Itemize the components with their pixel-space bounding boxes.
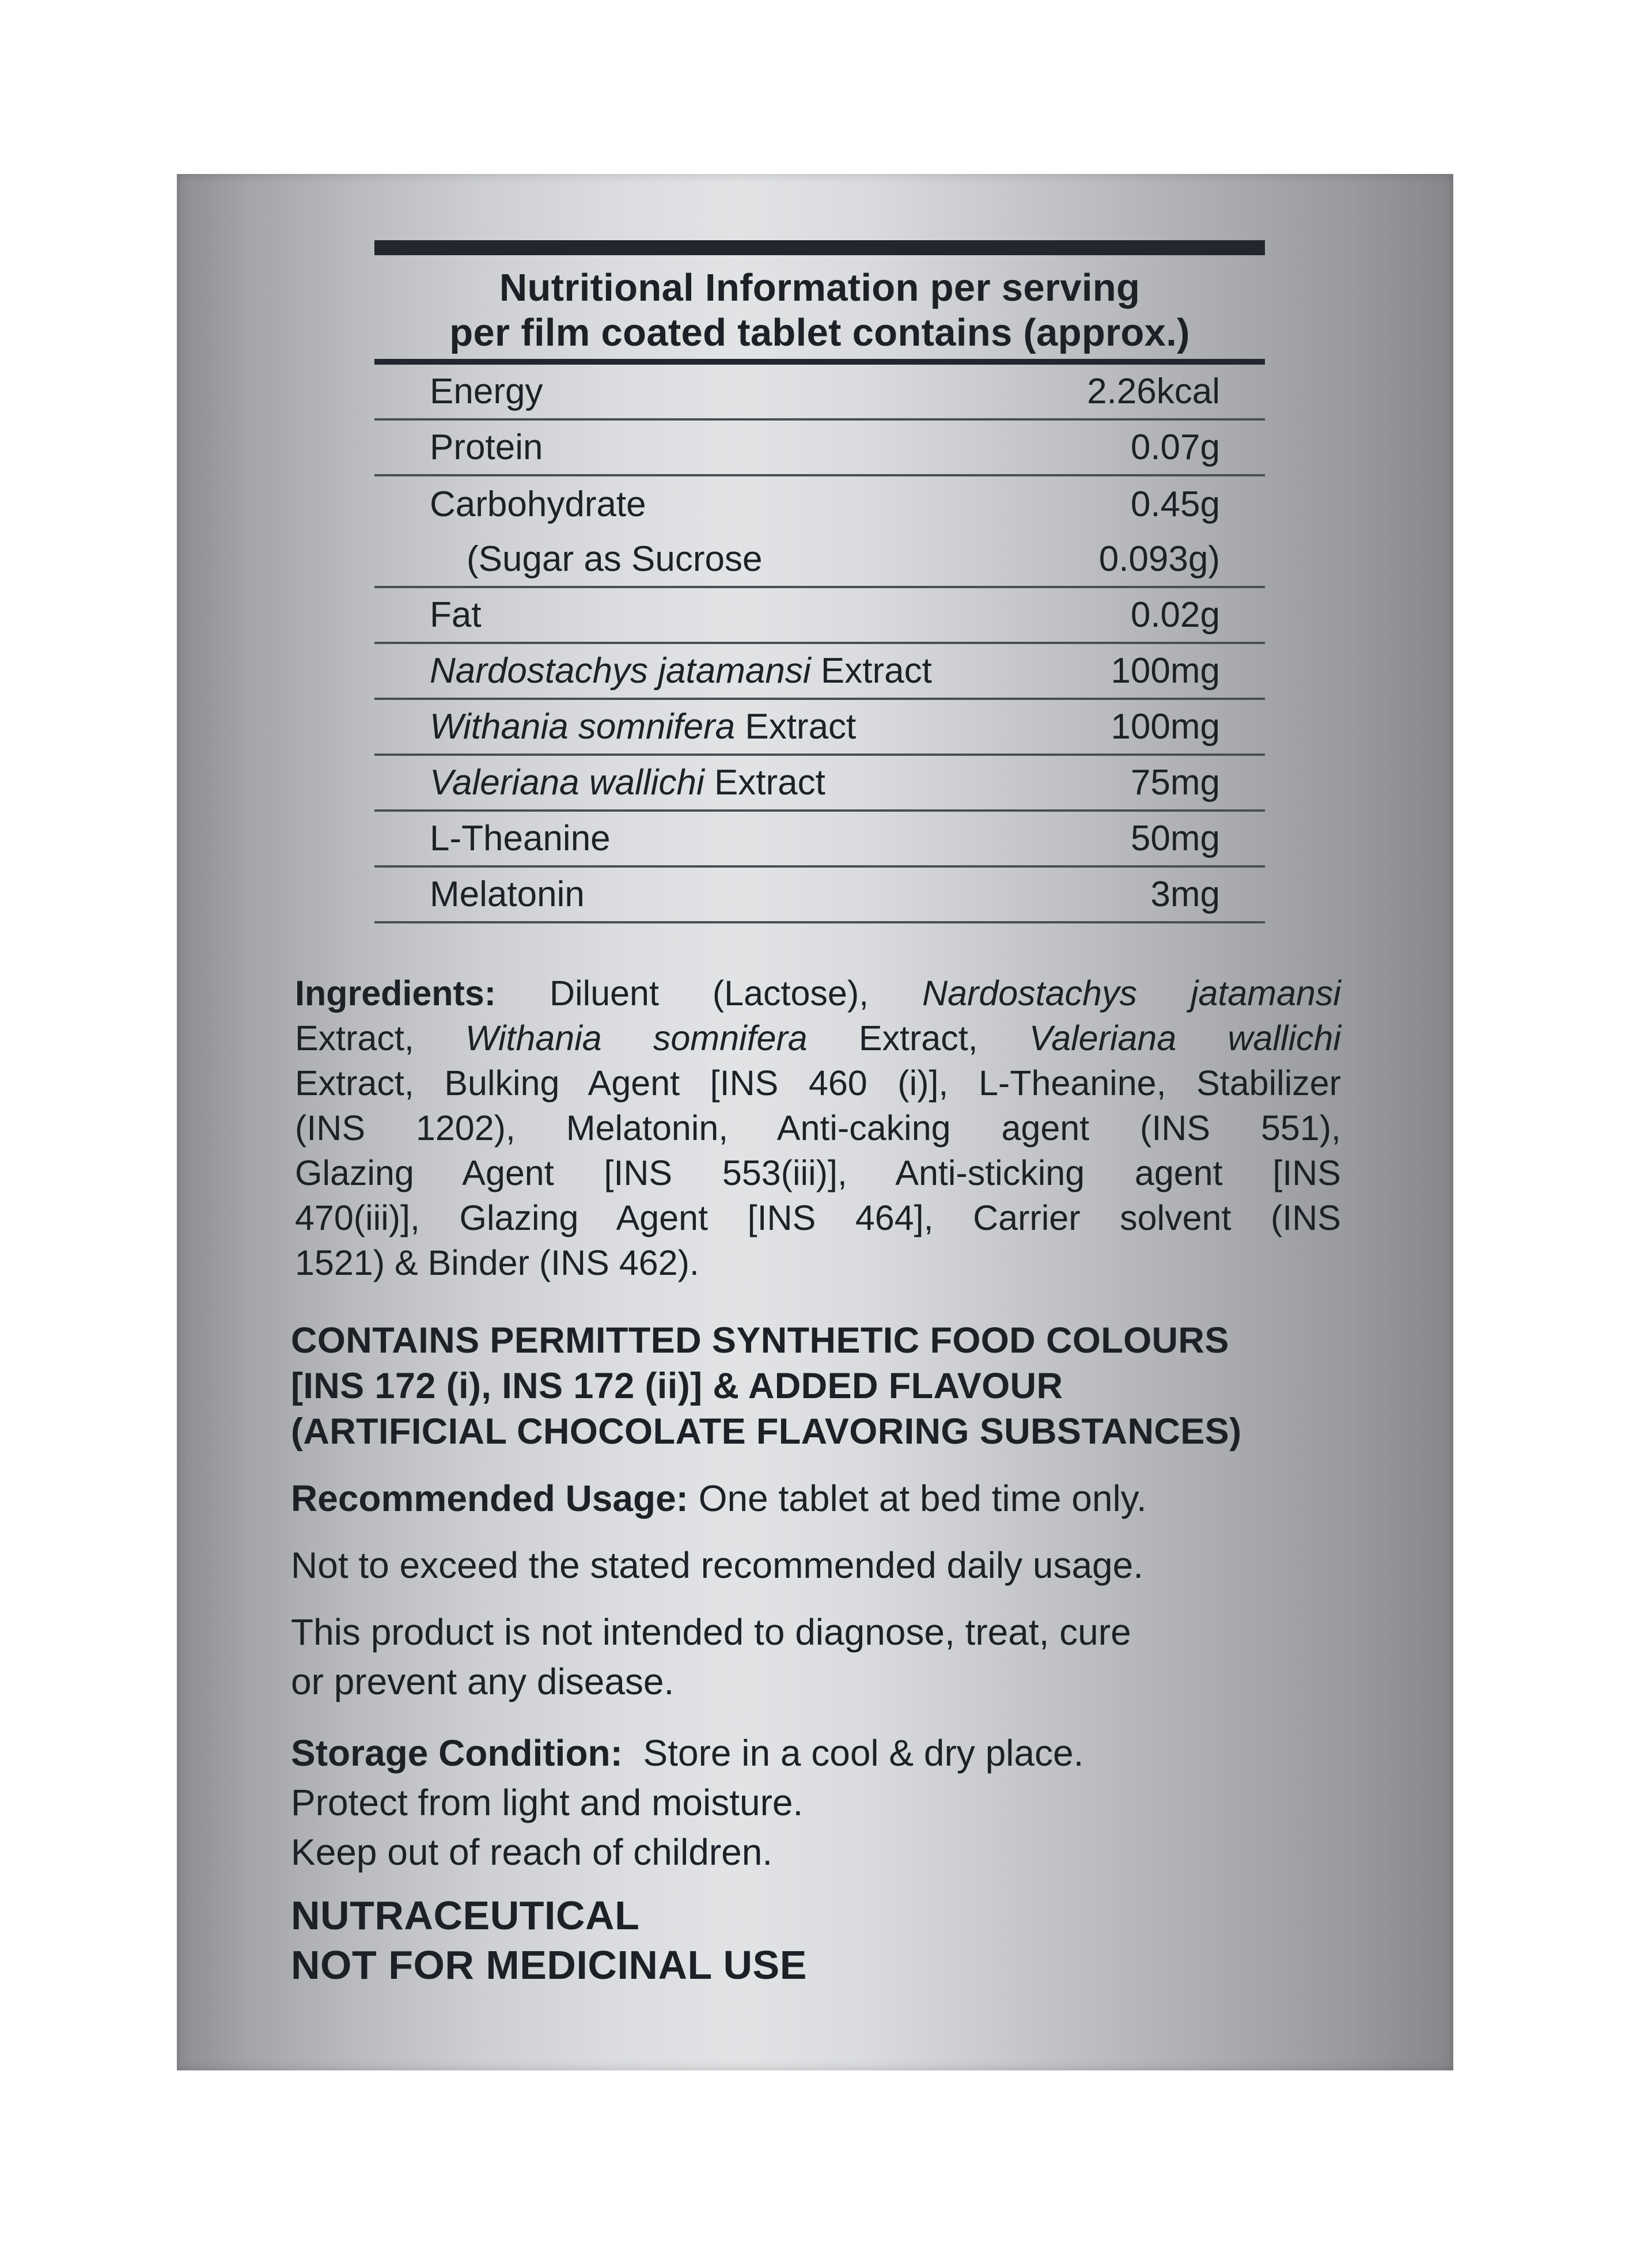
usage-warning: Not to exceed the stated recommended daily usage.	[291, 1544, 1143, 1586]
name-suffix: Extract	[735, 707, 857, 747]
ingredients-line: Extract, Bulking Agent [INS 460 (i)], L-Theanine, Stabilizer	[295, 1063, 1341, 1103]
nutrient-value: 0.45g	[1130, 484, 1220, 524]
disclaimer-line: This product is not intended to diagnose, treat, cure	[291, 1611, 1131, 1653]
recommended-usage	[291, 1474, 1344, 1523]
nutrition-heading-line2: per film coated tablet contains (approx.)	[449, 311, 1190, 354]
storage-text: Store in a cool & dry place.	[622, 1732, 1084, 1774]
nutrition-row-withania	[374, 700, 1265, 756]
colours-notice-line: CONTAINS PERMITTED SYNTHETIC FOOD COLOURS	[291, 1320, 1229, 1361]
nutrient-name: Energy	[430, 372, 543, 411]
nutrient-name	[430, 650, 932, 691]
nutrition-heading	[374, 255, 1265, 359]
nutrient-value: 0.07g	[1130, 427, 1220, 467]
nutrient-name: Carbohydrate	[430, 484, 646, 524]
usage-label: Recommended Usage:	[291, 1478, 688, 1519]
scientific-name: Withania somnifera	[430, 707, 736, 747]
ingredients-label: Ingredients:	[295, 974, 497, 1013]
nutrition-row-melatonin	[374, 868, 1265, 923]
name-suffix: Extract	[704, 763, 825, 802]
ingredients-line	[295, 1016, 1341, 1061]
nutrition-row-valeriana	[374, 756, 1265, 812]
name-suffix: Extract	[810, 651, 932, 691]
ingredients-sci: Withania somnifera	[465, 1018, 808, 1058]
nutrient-name: Protein	[430, 427, 543, 467]
colours-notice	[291, 1318, 1344, 1455]
nutrient-name: L-Theanine	[430, 819, 611, 858]
footer-line: NOT FOR MEDICINAL USE	[291, 1943, 807, 1987]
nutrient-name	[430, 762, 825, 803]
ingredients-text: Extract,	[807, 1018, 1029, 1058]
nutrient-name: Fat	[430, 595, 482, 635]
nutrition-row-l-theanine	[374, 812, 1265, 868]
nutrition-heading-line1: Nutritional Information per serving	[499, 266, 1141, 309]
footer-line: NUTRACEUTICAL	[291, 1893, 640, 1938]
storage-label: Storage Condition:	[291, 1732, 623, 1774]
nutrient-value: 0.093g)	[1098, 539, 1220, 579]
storage-condition	[291, 1728, 1344, 1877]
nutrition-table	[374, 240, 1265, 923]
nutrition-row-energy	[374, 365, 1265, 421]
nutrient-name	[430, 706, 856, 747]
nutrient-value: 50mg	[1130, 819, 1220, 858]
storage-line	[291, 1728, 1344, 1778]
ingredients-line: 470(iii)], Glazing Agent [INS 464], Carrier solvent (INS	[295, 1198, 1341, 1237]
nutraceutical-footer	[291, 1891, 1344, 1990]
ingredients-block	[295, 971, 1341, 1285]
nutrition-top-rule	[374, 240, 1265, 255]
ingredients-line	[295, 971, 1341, 1016]
nutrition-row-protein	[374, 421, 1265, 476]
nutrient-value: 100mg	[1111, 651, 1220, 691]
nutrient-value: 75mg	[1130, 763, 1220, 802]
scientific-name: Valeriana wallichi	[430, 763, 704, 802]
ingredients-sci: Valeriana wallichi	[1029, 1018, 1342, 1058]
nutrient-value: 0.02g	[1130, 595, 1220, 635]
ingredients-line: (INS 1202), Melatonin, Anti-caking agent (INS 551),	[295, 1108, 1341, 1148]
nutrient-value: 2.26kcal	[1087, 372, 1220, 411]
nutrient-name: (Sugar as Sucrose	[467, 539, 763, 579]
ingredients-text: Extract,	[295, 1018, 465, 1058]
ingredients-line: 1521) & Binder (INS 462).	[295, 1243, 699, 1282]
nutrient-name: Melatonin	[430, 874, 585, 914]
usage-text: One tablet at bed time only.	[688, 1478, 1147, 1519]
storage-line: Keep out of reach of children.	[291, 1831, 773, 1873]
colours-notice-line: [INS 172 (i), INS 172 (ii)] & ADDED FLAVOUR	[291, 1366, 1063, 1406]
nutrition-row-carbohydrate	[374, 476, 1265, 532]
scientific-name: Nardostachys jatamansi	[430, 651, 811, 691]
storage-line: Protect from light and moisture.	[291, 1782, 804, 1823]
nutrition-row-fat	[374, 588, 1265, 644]
nutrient-value: 100mg	[1111, 707, 1220, 747]
disclaimer-line: or prevent any disease.	[291, 1661, 675, 1702]
ingredients-line: Glazing Agent [INS 553(iii)], Anti-sticking agent [INS	[295, 1153, 1341, 1192]
nutrition-row-sugar	[374, 532, 1265, 588]
nutrition-heading-rule	[374, 359, 1265, 365]
nutrient-value: 3mg	[1150, 874, 1220, 914]
nutrition-row-nardostachys	[374, 644, 1265, 700]
disease-disclaimer	[291, 1607, 1344, 1706]
ingredients-text: Diluent (Lactose),	[496, 974, 923, 1013]
ingredients-sci: Nardostachys jatamansi	[922, 974, 1341, 1013]
colours-notice-line: (ARTIFICIAL CHOCOLATE FLAVORING SUBSTANCES)	[291, 1411, 1242, 1452]
